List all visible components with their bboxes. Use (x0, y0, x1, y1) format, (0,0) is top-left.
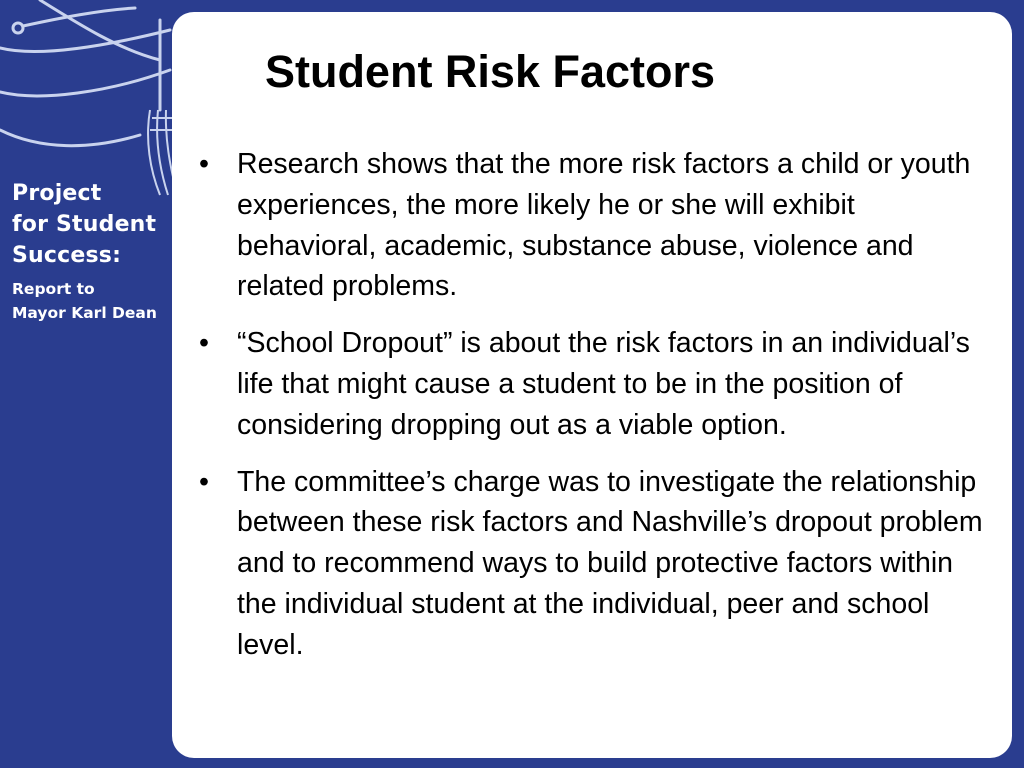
bullet-mark: • (199, 148, 209, 180)
bullet-item (199, 323, 999, 445)
bullet-text: Research shows that the more risk factors a child or youth experiences, the more likely he or she will exhibit behavioral, academic, substance abuse, violence and related problems. (237, 148, 971, 303)
bullet-mark: • (199, 327, 209, 360)
graduation-cap-icon (0, 0, 178, 200)
brand-block (12, 178, 157, 325)
bullet-list (199, 144, 999, 682)
sidebar (0, 0, 178, 768)
bullet-item (199, 462, 999, 666)
bullet-item (199, 144, 999, 307)
brand-subtitle: Report to Mayor Karl Dean (12, 280, 157, 322)
bullet-text: “School Dropout” is about the risk factors in an individual’s life that might cause a student to be in the position of considering dropping out as a viable option. (237, 327, 970, 441)
slide-title: Student Risk Factors (264, 46, 716, 97)
bullet-mark: • (199, 465, 209, 498)
bullet-text: The committee’s charge was to investigate the relationship between these risk factors and Nashville’s dropout problem and to recommend ways to build protective factors within the individual student at the individual, peer and school level. (237, 465, 983, 661)
brand-title: Project for Student Success: (12, 181, 157, 268)
